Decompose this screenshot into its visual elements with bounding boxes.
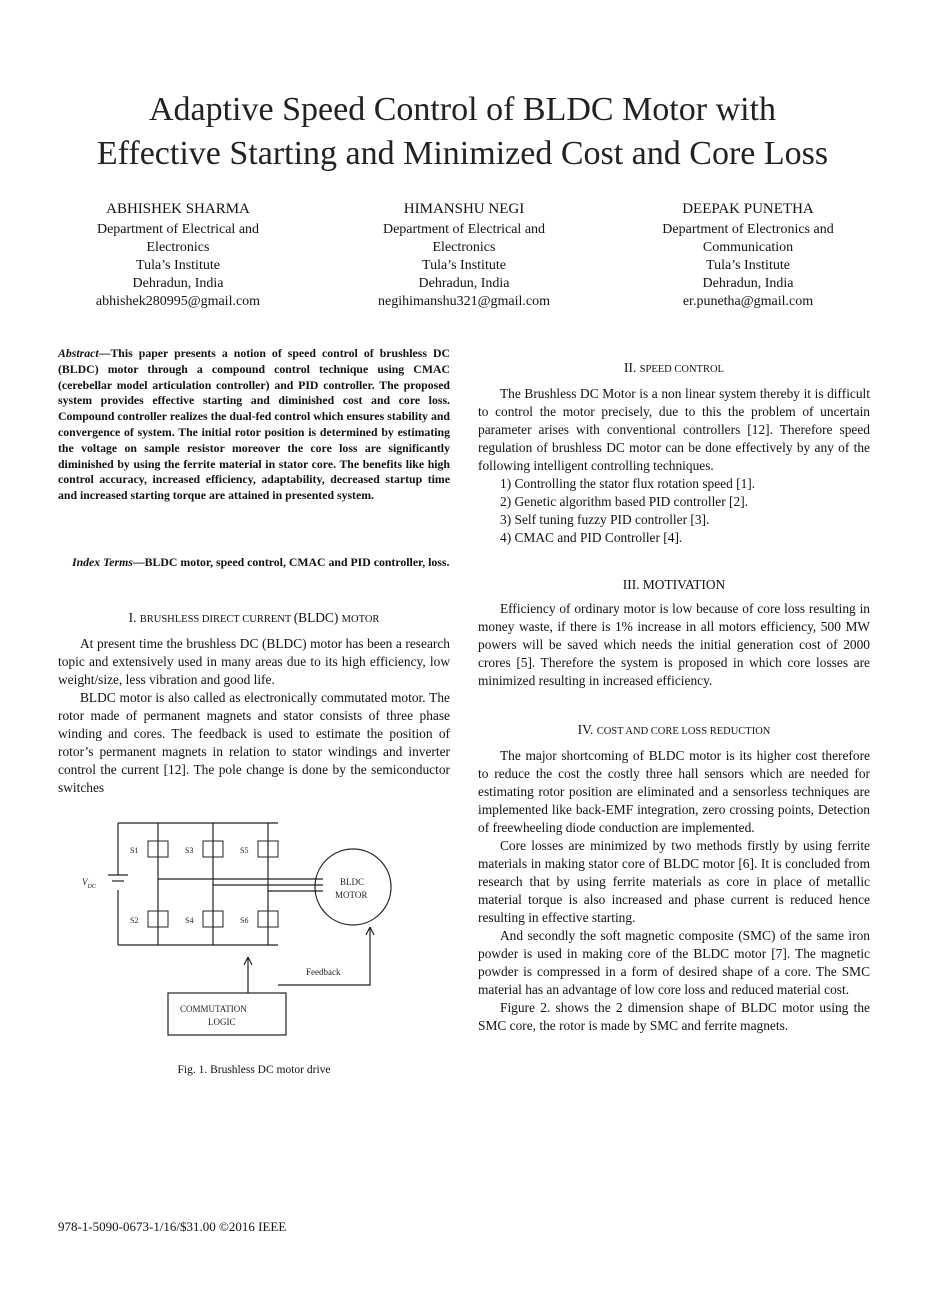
figure-bldc-drive bbox=[78, 805, 418, 1045]
title-line-2: Effective Starting and Minimized Cost and Core Loss bbox=[96, 135, 829, 172]
author-dept: Electronics bbox=[432, 240, 496, 255]
index-text: —BLDC motor, speed control, CMAC and PID controller, loss. bbox=[132, 555, 450, 569]
list-item: 3) Self tuning fuzzy PID controller [3]. bbox=[500, 512, 710, 527]
author-dept: Electronics bbox=[146, 240, 210, 255]
paragraph: Figure 2. shows the 2 dimension shape of BLDC motor using the SMC core, the rotor is made by SMC and ferrite magnets. bbox=[478, 1000, 870, 1033]
author-block-1 bbox=[48, 200, 308, 311]
paragraph: BLDC motor is also called as electronically commutated motor. The rotor made of permanent magnets and stator consists of three phase winding and cores. The feedback is used to estimate the position of rotor’s permanent magnets in relation to stator windings and inverter control the current [12]. The pole change is done by the semiconductor switches bbox=[58, 690, 450, 795]
feedback-label: Feedback bbox=[306, 967, 341, 977]
section-4 bbox=[478, 721, 870, 1035]
index-terms bbox=[58, 555, 450, 571]
section-number: II. bbox=[624, 360, 640, 375]
author-block-2 bbox=[334, 200, 594, 311]
author-institute: Tula’s Institute bbox=[706, 258, 790, 273]
author-city: Dehradun, India bbox=[132, 276, 224, 291]
switch-s6: S6 bbox=[240, 916, 249, 925]
section-title: COST AND CORE LOSS REDUCTION bbox=[596, 726, 771, 737]
list-item: 4) CMAC and PID Controller [4]. bbox=[500, 530, 683, 545]
logic-label-2: LOGIC bbox=[208, 1017, 236, 1027]
author-name: HIMANSHU NEGI bbox=[403, 201, 525, 217]
paragraph: And secondly the soft magnetic composite (SMC) of the same iron powder is used in making core of the BLDC motor [7]. The magnetic powder is compressed in a form of desired shape of a core. The SMC material has an advantage of low core loss and reduced material cost. bbox=[478, 928, 870, 997]
index-label: Index Terms bbox=[72, 555, 133, 569]
section-title-part: BRUSHLESS DIRECT CURRENT bbox=[139, 614, 294, 625]
author-dept: Department of Electronics and bbox=[662, 222, 834, 237]
vdc-label: $V_{DC}$ bbox=[82, 877, 96, 890]
section-number: I. bbox=[128, 610, 140, 625]
author-name: DEEPAK PUNETHA bbox=[682, 201, 814, 217]
author-institute: Tula’s Institute bbox=[422, 258, 506, 273]
abstract bbox=[58, 346, 450, 504]
paragraph: At present time the brushless DC (BLDC) motor has been a research topic and extensively used in many areas due to its high efficiency, low weight/size, less vibration and good life. bbox=[58, 636, 450, 687]
figure-caption: Fig. 1. Brushless DC motor drive bbox=[177, 1064, 331, 1076]
copyright-footer: 978-1-5090-0673-1/16/$31.00 ©2016 IEEE bbox=[58, 1219, 287, 1234]
author-name: ABHISHEK SHARMA bbox=[106, 201, 250, 217]
author-email: negihimanshu321@gmail.com bbox=[378, 294, 550, 309]
switch-s1: S1 bbox=[130, 846, 139, 855]
switch-s3: S3 bbox=[185, 846, 194, 855]
section-title-part: (BLDC) bbox=[293, 610, 342, 625]
author-dept: Department of Electrical and bbox=[382, 222, 546, 237]
switch-s2: S2 bbox=[130, 916, 139, 925]
section-1 bbox=[58, 609, 450, 797]
author-email: abhishek280995@gmail.com bbox=[95, 294, 261, 309]
author-institute: Tula’s Institute bbox=[136, 258, 220, 273]
switch-s4: S4 bbox=[185, 916, 194, 925]
author-city: Dehradun, India bbox=[418, 276, 510, 291]
paragraph: The Brushless DC Motor is a non linear system thereby it is difficult to control the motor precisely, due to this the problem of uncertain parameter arises with conventional controllers [12]. Therefore speed regulation of brushless DC motor can be done effectively by any of the following intelligent controlling techniques. bbox=[478, 386, 870, 473]
section-number: IV. bbox=[577, 722, 597, 737]
motor-label-1: BLDC bbox=[340, 877, 365, 887]
section-1-heading bbox=[58, 609, 450, 629]
title-line-1: Adaptive Speed Control of BLDC Motor with bbox=[148, 91, 777, 128]
section-3 bbox=[478, 576, 870, 690]
motor-label-2: MOTOR bbox=[335, 890, 368, 900]
list-item: 1) Controlling the stator flux rotation speed [1]. bbox=[500, 476, 756, 491]
author-dept: Communication bbox=[702, 240, 794, 255]
abstract-text: —This paper presents a notion of speed control of brushless DC (BLDC) motor through a compound control technique using CMAC (cerebellar model articulation controller) and PID controller. The proposed system provides effective starting and diminished cost and core loss. Compound controller realizes the dual-fed control which ensures stability and convergence of system. The initial rotor position is determined by estimating the voltage on sample resistor moreover the core loss are significantly diminished by using the ferrite material in stator core. The benefits like high control accuracy, increased efficiency, adaptability, decreased startup time and increased starting torque are attained in presented system. bbox=[58, 346, 450, 503]
paragraph: Core losses are minimized by two methods firstly by using ferrite materials in making stator core of BLDC motor [6]. It is concluded from research that by using ferrite materials as core in place of metallic material torque is also increased and phase current is reduced hence resulting in effective starting. bbox=[478, 838, 870, 925]
section-title-part: MOTOR bbox=[341, 614, 380, 625]
author-email: er.punetha@gmail.com bbox=[682, 294, 814, 309]
paper-title bbox=[0, 88, 925, 176]
logic-label-1: COMMUTATION bbox=[180, 1004, 247, 1014]
section-3-heading: III. MOTIVATION bbox=[622, 577, 726, 592]
paragraph: The major shortcoming of BLDC motor is its higher cost therefore to reduce the cost the costly three hall sensors which are needed for estimating rotor position are eliminated and a sensorless techniques are implemented like back-EMF integration, zero crossing points, Detection of freewheeling diode conduction are implemented. bbox=[478, 748, 870, 835]
section-title: SPEED CONTROL bbox=[639, 364, 724, 375]
list-item: 2) Genetic algorithm based PID controller [2]. bbox=[500, 494, 749, 509]
technique-list bbox=[478, 475, 870, 547]
author-block-3 bbox=[618, 200, 878, 311]
switch-s5: S5 bbox=[240, 846, 249, 855]
paragraph: Efficiency of ordinary motor is low because of core loss resulting in money waste, if there is 1% increase in all motors efficiency, 500 MW powers will be saved which needs the initial generation cost of 2000 crores [5]. Therefore the system is proposed in which core losses are minimized resulting in increased efficiency. bbox=[478, 601, 870, 688]
abstract-label: Abstract bbox=[58, 346, 99, 360]
section-2-heading bbox=[478, 359, 870, 379]
section-2 bbox=[478, 359, 870, 547]
author-city: Dehradun, India bbox=[702, 276, 794, 291]
author-dept: Department of Electrical and bbox=[96, 222, 260, 237]
section-4-heading bbox=[478, 721, 870, 741]
